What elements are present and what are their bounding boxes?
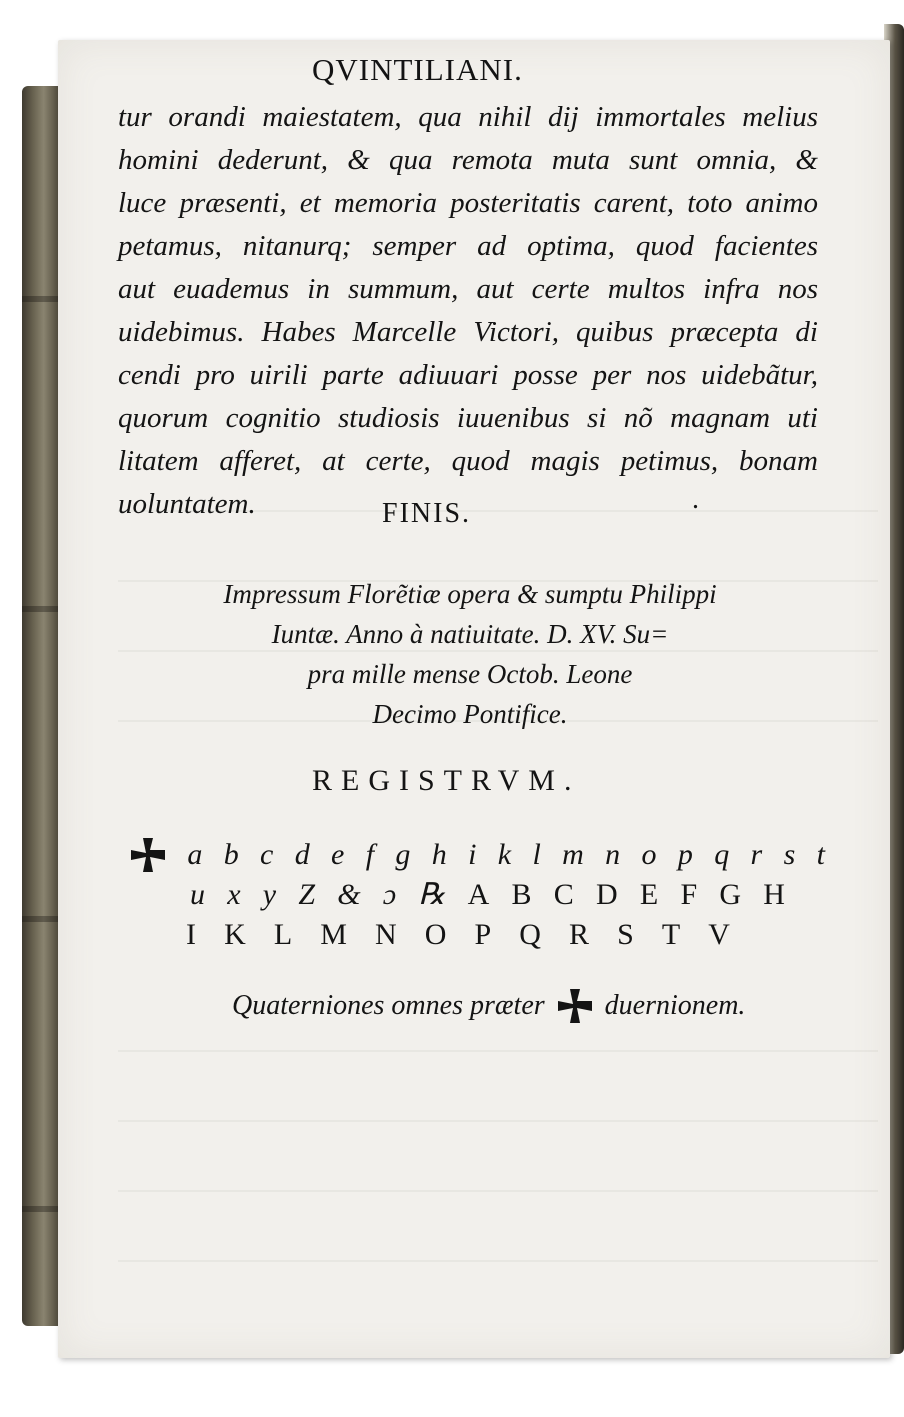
register-row-2 — [190, 876, 785, 914]
signature-letter: q — [714, 838, 730, 871]
signature-letter: e — [331, 838, 345, 871]
signature-letter: d — [294, 838, 310, 871]
colophon — [150, 574, 790, 734]
signature-letter: K — [224, 918, 246, 951]
finis-mark: . — [692, 484, 699, 515]
text-line: homini dederunt, & qua remota muta sunt omnia, & — [118, 144, 818, 176]
signature-letter: T — [661, 918, 681, 951]
signature-letter: h — [431, 838, 447, 871]
signature-letter: D — [595, 878, 618, 911]
signature-letter: I — [186, 918, 196, 951]
signature-letter: x — [227, 878, 241, 911]
text-line: aut euademus in summum, aut certe multos infra nos — [118, 273, 818, 305]
text-line: tur orandi maiestatem, qua nihil dij immortales melius — [118, 101, 818, 133]
signature-letter: O — [424, 918, 447, 951]
signature-letter: b — [223, 838, 239, 871]
signature-letter: M — [320, 918, 347, 951]
quaternion-note — [232, 988, 745, 1024]
text-line: cendi pro uirili parte adiuuari posse per nos uidebãtur, — [118, 359, 818, 391]
signature-letter: o — [641, 838, 657, 871]
cross-pattee-icon — [130, 837, 166, 873]
registrum-heading: REGISTRVM. — [312, 764, 581, 797]
signature-letter: g — [395, 838, 411, 871]
signature-letter: c — [260, 838, 274, 871]
quaternion-text: Quaterniones omnes præter — [232, 990, 545, 1021]
signature-letter: L — [273, 918, 293, 951]
signature-letter: & — [337, 878, 361, 911]
running-head: QVINTILIANI. — [312, 52, 523, 87]
quaternion-text-end: duernionem. — [604, 990, 746, 1021]
signature-letter: a — [187, 838, 203, 871]
signature-letter: r — [750, 838, 763, 871]
signature-letter: V — [708, 918, 730, 951]
text-line: uoluntatem. — [118, 488, 256, 520]
signature-letter: Z — [298, 878, 316, 911]
colophon-line: Iuntæ. Anno à natiuitate. D. XV. Su= — [271, 619, 669, 649]
signature-letter: f — [365, 838, 375, 871]
signature-letter: m — [562, 838, 584, 871]
colophon-line: pra mille mense Octob. Leone — [307, 659, 633, 689]
signature-letter: ɔ — [382, 878, 397, 911]
signature-letter: k — [497, 838, 512, 871]
signature-letter: A — [467, 878, 490, 911]
colophon-line: Impressum Florẽtiæ opera & sumptu Philippi — [223, 579, 717, 609]
register-row-1 — [130, 836, 825, 874]
signature-letter: S — [617, 918, 634, 951]
colophon-line: Decimo Pontifice. — [372, 699, 568, 729]
signature-letter: l — [532, 838, 541, 871]
signature-letter: H — [763, 878, 785, 911]
signature-letter: y — [262, 878, 277, 911]
signature-letter: ℞ — [418, 878, 446, 911]
text-line: uidebimus. Habes Marcelle Victori, quibus præcepta di — [118, 316, 818, 348]
signature-letter: E — [639, 878, 659, 911]
text-line: petamus, nitanurq; semper ad optima, quod facientes — [118, 230, 818, 262]
cross-pattee-icon — [557, 988, 593, 1024]
register-row-3 — [186, 916, 730, 954]
signature-letter: N — [375, 918, 397, 951]
text-line: luce præsenti, et memoria posteritatis carent, toto animo — [118, 187, 818, 219]
text-line: quorum cognitio studiosis iuuenibus si nõ magnam uti — [118, 402, 818, 434]
signature-letter: p — [677, 838, 693, 871]
signature-letter: C — [553, 878, 574, 911]
main-text-block — [118, 96, 818, 526]
signature-letter: G — [719, 878, 742, 911]
signature-letter: u — [190, 878, 205, 911]
signature-letter: i — [468, 838, 477, 871]
signature-letter: B — [511, 878, 532, 911]
signature-letter: Q — [519, 918, 541, 951]
text-line: litatem afferet, at certe, quod magis petimus, bonam — [118, 445, 818, 477]
signature-letter: n — [605, 838, 621, 871]
signature-letter: P — [474, 918, 492, 951]
signature-letter: t — [816, 838, 825, 871]
signature-letter: s — [783, 838, 796, 871]
signature-letter: F — [680, 878, 698, 911]
signature-letter: R — [569, 918, 590, 951]
finis-heading: FINIS. — [382, 498, 472, 529]
